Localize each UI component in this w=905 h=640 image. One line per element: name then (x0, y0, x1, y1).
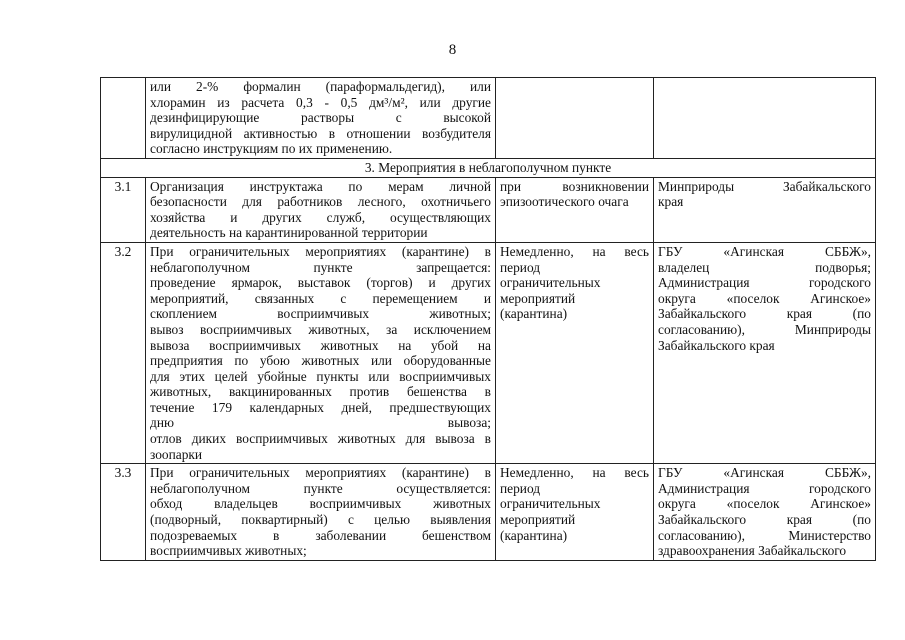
responsible-text-line: округа «поселок Агинское» (658, 290, 871, 306)
term-text-line: Немедленно, на весь (500, 465, 649, 481)
responsible-text-line: Минприроды Забайкальского (658, 178, 871, 194)
row-number: 3.2 (101, 242, 146, 463)
table-row (101, 242, 876, 463)
action-text-line: отлов диких восприимчивых животных для вывоза в (150, 431, 491, 447)
term-text-line: (карантина) (500, 527, 568, 543)
action-text-line: вирулицидной активностью в отношении возбудителя (150, 125, 491, 141)
action-text-line: восприимчивых животных; (150, 543, 307, 559)
responsible-text-line: Администрация городского (658, 275, 871, 291)
responsible-text-line: Забайкальского края (658, 337, 775, 353)
responsible-text-line: ГБУ «Агинская СББЖ», (658, 465, 871, 481)
action-text-line: для этих целей убойные пункты или восприимчивых (150, 368, 491, 384)
responsible-text-line: Администрация городского (658, 480, 871, 496)
cell-responsible (654, 78, 876, 159)
responsible-text-line: согласованию), Минприроды (658, 321, 871, 337)
responsible-text-line: здравоохранения Забайкальского (658, 543, 847, 559)
action-text-line: или 2-% формалин (параформальдегид), или (150, 79, 491, 94)
action-text-line: подозреваемых в заболевании бешенством (150, 527, 491, 543)
action-text-line: хлорамин из расчета 0,3 - 0,5 дм³/м², или другие (150, 94, 491, 110)
term-text-line: ограничительных (500, 275, 601, 291)
cell-action (146, 177, 496, 242)
action-text-line: безопасности для работников лесного, охотничьего (150, 194, 491, 210)
action-text-line: деятельность на карантинированной территории (150, 225, 428, 241)
term-text-line: период (500, 259, 541, 275)
cell-term (496, 242, 654, 463)
section-title: 3. Мероприятия в неблагополучном пункте (101, 158, 876, 177)
term-text-line: Немедленно, на весь (500, 243, 649, 259)
action-text-line: вывоз восприимчивых животных, за исключением (150, 321, 491, 337)
cell-num (101, 78, 146, 159)
responsible-text-line: края (658, 194, 684, 210)
action-text-line: При ограничительных мероприятиях (карантине) в (150, 243, 491, 259)
action-text-line: проведение ярмарок, выставок (торгов) и других (150, 275, 491, 291)
table-row (101, 464, 876, 561)
action-text-line: зоопарки (150, 446, 203, 462)
table-row (101, 177, 876, 242)
action-text-line: (подворный, поквартирный) с целью выявления (150, 512, 491, 528)
action-text-line: Организация инструктажа по мерам личной (150, 178, 491, 194)
cell-term (496, 464, 654, 561)
page-number: 8 (448, 42, 457, 58)
action-text-line: дезинфицирующие растворы с высокой (150, 110, 491, 126)
action-text-line: обход владельцев восприимчивых животных (150, 496, 491, 512)
cell-term (496, 177, 654, 242)
action-text-line: животных, вакцинированных против бешенства в (150, 384, 491, 400)
responsible-text-line: ГБУ «Агинская СББЖ», (658, 243, 871, 259)
action-text-line: неблагополучном пункте запрещается: (150, 259, 491, 275)
cell-responsible (654, 177, 876, 242)
cell-term (496, 78, 654, 159)
action-text-line: При ограничительных мероприятиях (карантине) в (150, 465, 491, 481)
action-text-line: хозяйства и других служб, осуществляющих (150, 209, 491, 225)
action-text-line: вывоза восприимчивых животных на убой на (150, 337, 491, 353)
term-text-line: эпизоотического очага (500, 194, 629, 210)
responsible-text-line: Забайкальского края (по (658, 512, 871, 528)
term-text-line: мероприятий (500, 290, 576, 306)
action-text-line: дню вывоза; (150, 415, 491, 431)
action-text-line: течение 179 календарных дней, предшествующих (150, 399, 491, 415)
cell-action (146, 78, 496, 159)
cell-action (146, 464, 496, 561)
cell-responsible (654, 242, 876, 463)
term-text-line: мероприятий (500, 512, 576, 528)
action-text-line: мероприятий, связанных с перемещением и (150, 290, 491, 306)
responsible-text-line: округа «поселок Агинское» (658, 496, 871, 512)
term-text-line: период (500, 480, 541, 496)
responsible-text-line: согласованию), Министерство (658, 527, 871, 543)
term-text-line: при возникновении (500, 178, 649, 194)
row-number: 3.1 (101, 177, 146, 242)
table-row-continuation (101, 78, 876, 159)
cell-action (146, 242, 496, 463)
action-text-line: скоплением восприимчивых животных; (150, 306, 491, 322)
responsible-text-line: владелец подворья; (658, 259, 871, 275)
action-text-line: предприятия по убою животных или оборудованные (150, 353, 491, 369)
responsible-text-line: Забайкальского края (по (658, 306, 871, 322)
action-text-line: неблагополучном пункте осуществляется: (150, 480, 491, 496)
measures-table (100, 77, 876, 561)
term-text-line: ограничительных (500, 496, 601, 512)
row-number: 3.3 (101, 464, 146, 561)
cell-responsible (654, 464, 876, 561)
action-text-line: согласно инструкциям по их применению. (150, 141, 393, 157)
section-header-row (101, 158, 876, 177)
term-text-line: (карантина) (500, 306, 568, 322)
